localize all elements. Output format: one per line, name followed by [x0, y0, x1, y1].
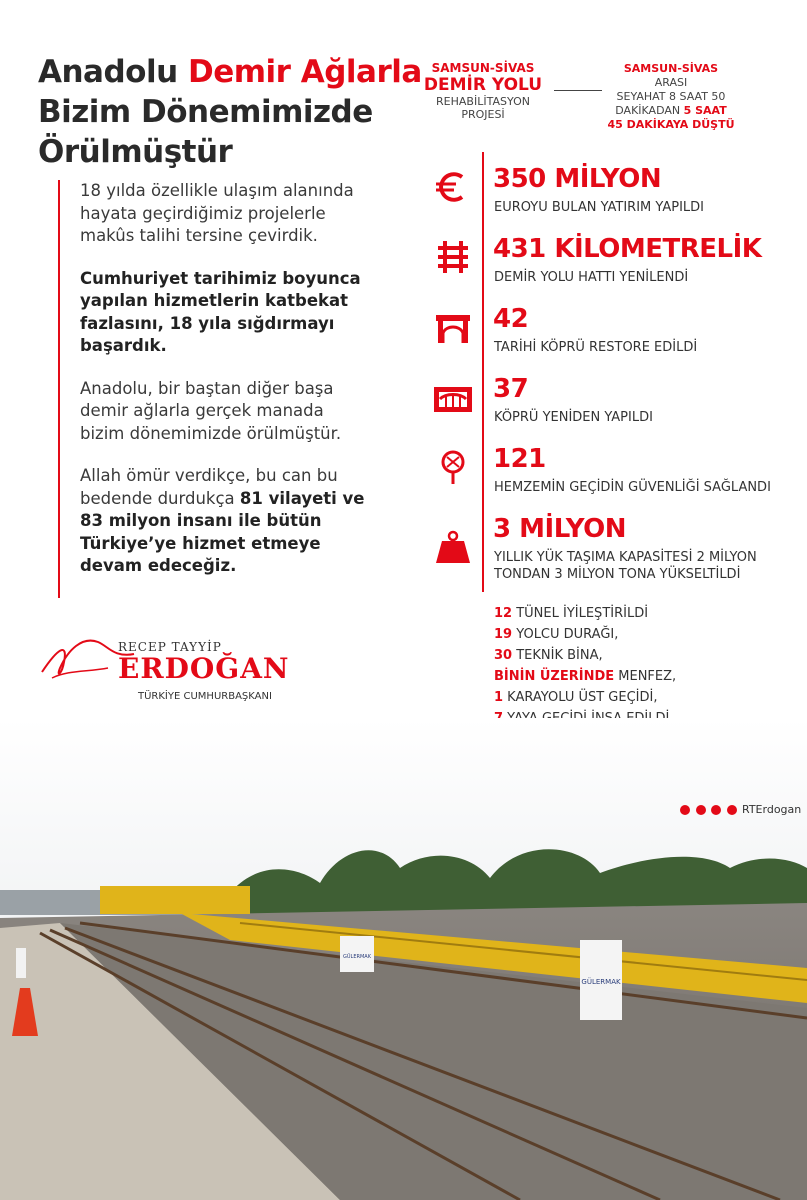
travel-dakikadan: DAKİKADAN — [615, 104, 684, 117]
stat-value: 3 MİLYON — [493, 514, 626, 544]
travel-route: SAMSUN-SİVAS — [623, 62, 719, 75]
headline-line-1 — [38, 52, 422, 92]
euro-icon — [432, 169, 474, 205]
stat-value: 42 — [493, 304, 529, 334]
headline — [38, 52, 422, 172]
paragraph-4-b: 81 vilayeti ve 83 milyon insanı ile bütün Türkiye’ye hizmet etmeye devam edeceğiz. — [80, 488, 365, 575]
youtube-icon[interactable] — [727, 805, 737, 815]
bridge-icon — [432, 379, 474, 415]
stat-value: 37 — [493, 374, 529, 404]
paragraph-2 — [80, 268, 370, 358]
list-item-number: BİNİN ÜZERİNDE — [494, 669, 615, 684]
travel-time-label — [606, 62, 736, 132]
list-item — [494, 624, 676, 645]
headline-line-2: Bizim Dönemimizde — [38, 94, 373, 130]
list-item-text: MENFEZ, — [614, 669, 677, 684]
list-item-number: 12 — [494, 606, 513, 621]
list-item-text: KARAYOLU ÜST GEÇİDİ, — [503, 690, 658, 705]
stat-description: EUROYU BULAN YATIRIM YAPILDI — [494, 200, 704, 215]
stat-description: KÖPRÜ YENİDEN YAPILDI — [494, 410, 653, 425]
list-item-number: 30 — [494, 648, 513, 663]
paragraph-3: Anadolu, bir baştan diğer başa demir ağlarla gerçek manada bizim dönemimizde örülmüştür. — [80, 378, 342, 443]
level-crossing-sign-icon — [432, 449, 474, 485]
travel-line-3 — [606, 104, 736, 118]
paragraph-1: 18 yılda özellikle ulaşım alanında hayata geçirdiğimiz projelerle makûs talihi tersine çevirdik. — [80, 181, 354, 245]
headline-line-1-a: Anadolu — [38, 54, 188, 90]
list-item-number: 19 — [494, 627, 513, 642]
paragraph-4-a: Allah ömür verdikçe, bu can bu bedende durdukça — [80, 466, 338, 508]
photo-sign-left: GÜLERMAK — [343, 954, 371, 960]
stat-description-line-1: YILLIK YÜK TAŞIMA KAPASİTESİ 2 MİLYON — [494, 550, 757, 565]
project-line-1: SAMSUN-SİVAS — [431, 61, 535, 75]
signature-title: TÜRKİYE CUMHURBAŞKANI — [138, 691, 272, 702]
headline-line-1-b: Demir Ağlarla — [187, 54, 422, 90]
signature-last-name: ERDOĞAN — [118, 652, 290, 685]
facebook-icon[interactable] — [696, 805, 706, 815]
railway-construction-photo — [0, 718, 807, 1200]
travel-new-hours: 5 SAAT — [683, 104, 727, 117]
list-item-text: YOLCU DURAĞI, — [512, 627, 619, 642]
project-connector-line — [554, 90, 602, 91]
travel-line-4 — [606, 118, 736, 132]
stat-value: 350 MİLYON — [493, 164, 662, 194]
stats-divider-line — [482, 152, 484, 592]
project-label — [418, 62, 548, 121]
photo-sign-right: GÜLERMAK — [581, 978, 621, 986]
project-line-3: REHABİLİTASYON — [436, 95, 530, 108]
social-handles — [680, 803, 801, 816]
rail-track-icon — [432, 239, 474, 275]
weight-icon — [432, 529, 474, 565]
travel-line-2: SEYAHAT 8 SAAT 50 — [616, 90, 726, 103]
signature-first-name: RECEP TAYYİP — [118, 640, 222, 654]
stat-description: DEMİR YOLU HATTI YENİLENDİ — [494, 270, 689, 285]
travel-line-1 — [606, 62, 736, 90]
stat-description: TARİHİ KÖPRÜ RESTORE EDİLDİ — [494, 340, 698, 355]
list-item — [494, 645, 676, 666]
list-item-text: TEKNİK BİNA, — [512, 648, 603, 663]
historic-bridge-icon — [432, 309, 474, 345]
stat-value: 121 — [493, 444, 546, 474]
list-item — [494, 603, 676, 624]
list-item — [494, 687, 676, 708]
travel-arasi: ARASI — [654, 76, 688, 89]
signature-block — [38, 628, 290, 702]
project-line-4: PROJESİ — [461, 108, 505, 121]
twitter-icon[interactable] — [680, 805, 690, 815]
stat-description: HEMZEMİN GEÇİDİN GÜVENLİĞİ SAĞLANDI — [494, 480, 771, 495]
stat-description-line-2: TONDAN 3 MİLYON TONA YÜKSELTİLDİ — [494, 567, 741, 582]
works-list — [494, 603, 676, 729]
list-item-text: TÜNEL İYİLEŞTİRİLDİ — [512, 606, 649, 621]
paragraph-2-bold: Cumhuriyet tarihimiz boyunca yapılan hizmetlerin katbekat fazlasını, 18 yıla sığdırmayı başardık. — [80, 268, 361, 355]
paragraph-4 — [80, 465, 370, 578]
travel-new-minutes: 45 DAKİKAYA DÜŞTÜ — [607, 118, 735, 131]
project-line-2: DEMİR YOLU — [423, 75, 543, 95]
list-item-number: 1 — [494, 690, 504, 705]
left-text-block — [58, 180, 370, 598]
list-item — [494, 666, 676, 687]
instagram-icon[interactable] — [711, 805, 721, 815]
social-handle[interactable]: RTErdogan — [742, 803, 802, 816]
stat-description — [494, 549, 757, 583]
stat-value: 431 KİLOMETRELİK — [493, 234, 762, 264]
headline-line-3: Örülmüştür — [38, 134, 233, 170]
